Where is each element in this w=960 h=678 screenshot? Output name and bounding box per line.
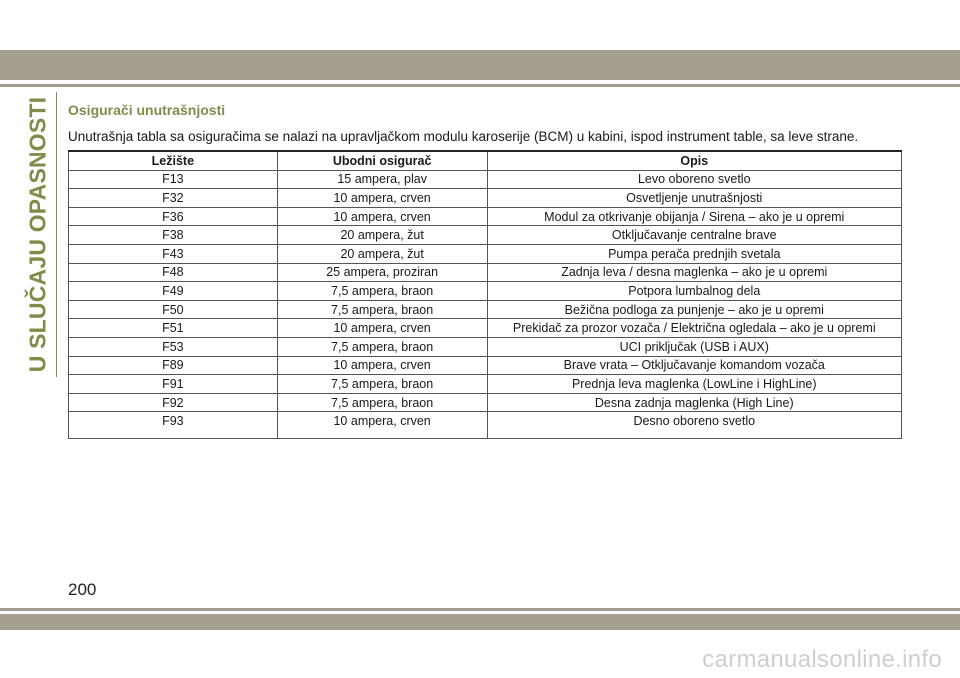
table-row (69, 337, 902, 356)
table-row (69, 207, 902, 226)
cell-fuse: 10 ampera, crven (277, 319, 487, 338)
intro-paragraph: Unutrašnja tabla sa osiguračima se nalazi na upravljačkom modulu karoserije (BCM) u kabini, ispod instrument table, sa leve strane. (68, 129, 859, 144)
cell-fuse: 20 ampera, žut (277, 226, 487, 245)
table-row (69, 263, 902, 282)
bottom-decorative-band (0, 614, 960, 630)
table-row (69, 393, 902, 412)
cell-fuse: 20 ampera, žut (277, 244, 487, 263)
cell-description: Zadnja leva / desna maglenka – ako je u opremi (487, 263, 901, 282)
cell-fuse: 7,5 ampera, braon (277, 300, 487, 319)
table-row (69, 356, 902, 375)
cell-fuse: 7,5 ampera, braon (277, 282, 487, 301)
cell-cavity: F49 (69, 282, 278, 301)
cell-description: Bežična podloga za punjenje – ako je u opremi (487, 300, 901, 319)
side-section-tab (24, 92, 52, 377)
cell-fuse: 7,5 ampera, braon (277, 393, 487, 412)
cell-description: Levo oboreno svetlo (487, 170, 901, 189)
cell-cavity: F51 (69, 319, 278, 338)
table-row (69, 300, 902, 319)
cell-description: Osvetljenje unutrašnjosti (487, 189, 901, 208)
header-blade-fuse: Ubodni osigurač (277, 151, 487, 170)
cell-cavity: F43 (69, 244, 278, 263)
cell-description: Prekidač za prozor vozača / Električna ogledala – ako je u opremi (487, 319, 901, 338)
cell-fuse: 10 ampera, crven (277, 356, 487, 375)
table-row (69, 170, 902, 189)
cell-cavity: F50 (69, 300, 278, 319)
cell-fuse: 7,5 ampera, braon (277, 337, 487, 356)
side-divider (56, 92, 57, 377)
cell-description: Desna zadnja maglenka (High Line) (487, 393, 901, 412)
top-decorative-band (0, 50, 960, 80)
cell-description: Desno oboreno svetlo (487, 412, 901, 439)
cell-cavity: F38 (69, 226, 278, 245)
table-row (69, 226, 902, 245)
header-cavity: Ležište (69, 151, 278, 170)
cell-description: Pumpa perača prednjih svetala (487, 244, 901, 263)
cell-cavity: F91 (69, 375, 278, 394)
watermark: carmanualsonline.info (702, 646, 942, 673)
cell-cavity: F92 (69, 393, 278, 412)
table-header-row (69, 151, 902, 170)
cell-description: Prednja leva maglenka (LowLine i HighLine) (487, 375, 901, 394)
table-row (69, 375, 902, 394)
table-row (69, 189, 902, 208)
table-row (69, 319, 902, 338)
cell-fuse: 10 ampera, crven (277, 207, 487, 226)
cell-description: Otključavanje centralne brave (487, 226, 901, 245)
cell-description: Potpora lumbalnog dela (487, 282, 901, 301)
cell-cavity: F53 (69, 337, 278, 356)
table-row (69, 282, 902, 301)
cell-description: Modul za otkrivanje obijanja / Sirena – ako je u opremi (487, 207, 901, 226)
cell-fuse: 15 ampera, plav (277, 170, 487, 189)
cell-cavity: F89 (69, 356, 278, 375)
side-section-label: U SLUČAJU OPASNOSTI (24, 96, 51, 373)
fuse-table (68, 150, 902, 439)
cell-description: Brave vrata – Otključavanje komandom vozača (487, 356, 901, 375)
cell-fuse: 7,5 ampera, braon (277, 375, 487, 394)
cell-cavity: F93 (69, 412, 278, 439)
table-row (69, 244, 902, 263)
section-title: Osigurači unutrašnjosti (68, 102, 226, 118)
header-description: Opis (487, 151, 901, 170)
cell-fuse: 25 ampera, proziran (277, 263, 487, 282)
page-number: 200 (68, 580, 97, 599)
bottom-divider (0, 608, 960, 611)
cell-fuse: 10 ampera, crven (277, 412, 487, 439)
table-row (69, 412, 902, 439)
top-divider (0, 84, 960, 87)
cell-cavity: F36 (69, 207, 278, 226)
cell-cavity: F13 (69, 170, 278, 189)
cell-cavity: F32 (69, 189, 278, 208)
cell-cavity: F48 (69, 263, 278, 282)
cell-description: UCI priključak (USB i AUX) (487, 337, 901, 356)
cell-fuse: 10 ampera, crven (277, 189, 487, 208)
